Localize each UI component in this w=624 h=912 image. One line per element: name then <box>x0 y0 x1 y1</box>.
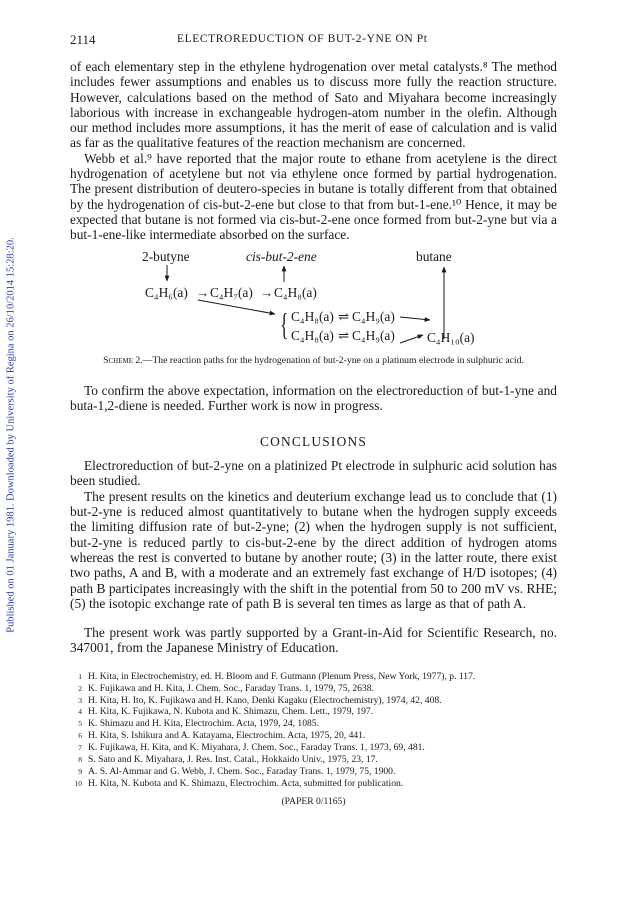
reference-item: 9 A. S. Al-Ammar and G. Webb, J. Chem. Soc., Faraday Trans. 1, 1979, 75, 1900. <box>78 765 396 777</box>
paragraph-5: The present results on the kinetics and deuterium exchange lead us to conclude that (1) but-2-yne is reduced almost quantitatively to butane when the hydrogen supply exceeds the limiting diffusion rate of but-2-yne; (2) when the hydrogen supply is not sufficient, but-2-yne is reduced partly to cis-but-2-ene by the direct addition of hydrogen atoms whereas the rest is converted to butane by another route; (3) in the latter route, there exist two paths, A and B, with a moderate and an extremely fast exchange of H/D isotopes; (4) path B participates increasingly with the shift in the potential from 50 to 200 mV vs. RHE; (5) the isotopic exchange rate of path B is several ten times as large as that of path A. <box>70 488 557 611</box>
reference-item: 6 H. Kita, S. Ishikura and A. Katayama, Electrochim. Acta, 1975, 20, 441. <box>78 730 366 742</box>
scheme-c4h8: C₄H₈(a) <box>274 284 317 300</box>
running-title: ELECTROREDUCTION OF BUT-2-YNE ON Pt <box>177 33 428 45</box>
scheme-c4h7: C₄H₇(a) <box>210 284 253 300</box>
scheme-caption-text: —The reaction paths for the hydrogenation of but-2-yne on a platinum electrode in sulphuric acid. <box>142 354 524 366</box>
scheme-brace: { <box>280 305 289 342</box>
scheme-lower-equilibrium: ⇌ <box>338 327 350 343</box>
scheme-arrow-1: → <box>196 284 210 300</box>
paragraph-3: To confirm the above expectation, information on the electroreduction of but-1-yne and buta-1,2-diene is needed. Further work is now in progress. <box>70 382 557 413</box>
scheme-c4h6: C₄H₆(a) <box>145 284 188 300</box>
reference-item: 1 H. Kita, in Electrochemistry, ed. H. Bloom and F. Gutmann (Plenum Press, New York, 1977), p. 117. <box>78 670 476 682</box>
running-header <box>70 32 557 48</box>
download-watermark-text: Published on 01 January 1981. Downloaded by University of Regina on 26/10/2014 15:28:20. <box>5 237 17 633</box>
scheme-caption <box>76 355 551 367</box>
reference-item: 8 S. Sato and K. Miyahara, J. Res. Inst. Catal., Hokkaido Univ., 1975, 23, 17. <box>78 754 378 766</box>
scheme-caption-label: Scheme 2. <box>103 354 143 366</box>
paragraph-2: Webb et al.⁹ have reported that the major route to ethane from acetylene is the direct hydrogenation of acetylene but not via ethylene once formed by partial hydrogenation. The present distribution of deutero-species in butane is totally different from that obtained by the hydrogenation of cis-but-2-ene but close to that from but-1-ene.¹⁰ Hence, it may be expected that butane is not formed via cis-but-2-ene once formed from but-2-yne but via a but-1-ene-like intermediate absorbed on the surface. <box>70 150 557 243</box>
reference-item: 4 H. Kita, K. Fujikawa, N. Kubota and K. Shimazu, Chem. Lett., 1979, 197. <box>78 706 374 718</box>
scheme-lower-c4h8: C₄H₈(a) <box>291 327 334 343</box>
page-number: 2114 <box>70 32 96 47</box>
scheme-label-cis-but-2-ene: cis-but-2-ene <box>246 248 317 264</box>
paragraph-1: of each elementary step in the ethylene hydrogenation over metal catalysts.⁸ The method includes fewer assumptions and enables us to discuss more fully the reaction structure. However, calculations based on the method of Sato and Miyahara become increasingly laborious with increase in exchangeable hydrogen-atom number in the olefin. Although our method includes more assumptions, it has the merit of ease of calculation and is valid as far as the qualitative features of the reaction mechanism are concerned. <box>70 59 557 151</box>
conclusions-heading: CONCLUSIONS <box>260 434 367 450</box>
scheme-upper-c4h8: C₄H₈(a) <box>291 308 334 324</box>
scheme-label-2-butyne: 2-butyne <box>142 248 190 264</box>
arrow-diagonal-branch <box>198 300 275 314</box>
paper-id: (PAPER 0/1165) <box>281 795 346 807</box>
scheme-upper-equilibrium: ⇌ <box>338 308 350 324</box>
paragraph-4: Electroreduction of but-2-yne on a platinized Pt electrode in sulphuric acid solution has been studied. <box>70 458 557 489</box>
journal-page <box>70 32 557 807</box>
scheme-label-butane: butane <box>416 248 452 264</box>
download-watermark <box>0 165 22 705</box>
reference-item: 7 K. Fujikawa, H. Kita, and K. Miyahara, J. Chem. Soc., Faraday Trans. 1, 1973, 69, 481. <box>78 742 425 754</box>
scheme-upper-c4h9: C₄H₉(a) <box>352 308 395 324</box>
reference-item: 3 H. Kita, H. Ito, K. Fujikawa and H. Kano, Denki Kagaku (Electrochemistry), 1974, 42, 408. <box>78 694 442 706</box>
reaction-scheme <box>70 249 557 353</box>
paragraph-acknowledgement: The present work was partly supported by a Grant-in-Aid for Scientific Research, no. 347001, from the Japanese Ministry of Education. <box>70 625 557 656</box>
arrow-lower-to-c4h10 <box>400 335 423 343</box>
arrow-upper-to-butane <box>400 317 430 320</box>
scheme-c4h10: C₄H₁₀(a) <box>427 329 475 345</box>
scheme-arrow-2: → <box>260 284 274 300</box>
reference-item: 10 H. Kita, N. Kubota and K. Shimazu, Electrochim. Acta, submitted for publication. <box>74 777 404 789</box>
reference-item: 5 K. Shimazu and H. Kita, Electrochim. Acta, 1979, 24, 1085. <box>78 718 320 730</box>
reference-item: 2 K. Fujikawa and H. Kita, J. Chem. Soc., Faraday Trans. 1, 1979, 75, 2638. <box>78 682 374 694</box>
references-list <box>70 671 557 790</box>
scheme-lower-c4h9: C₄H₉(a) <box>352 327 395 343</box>
